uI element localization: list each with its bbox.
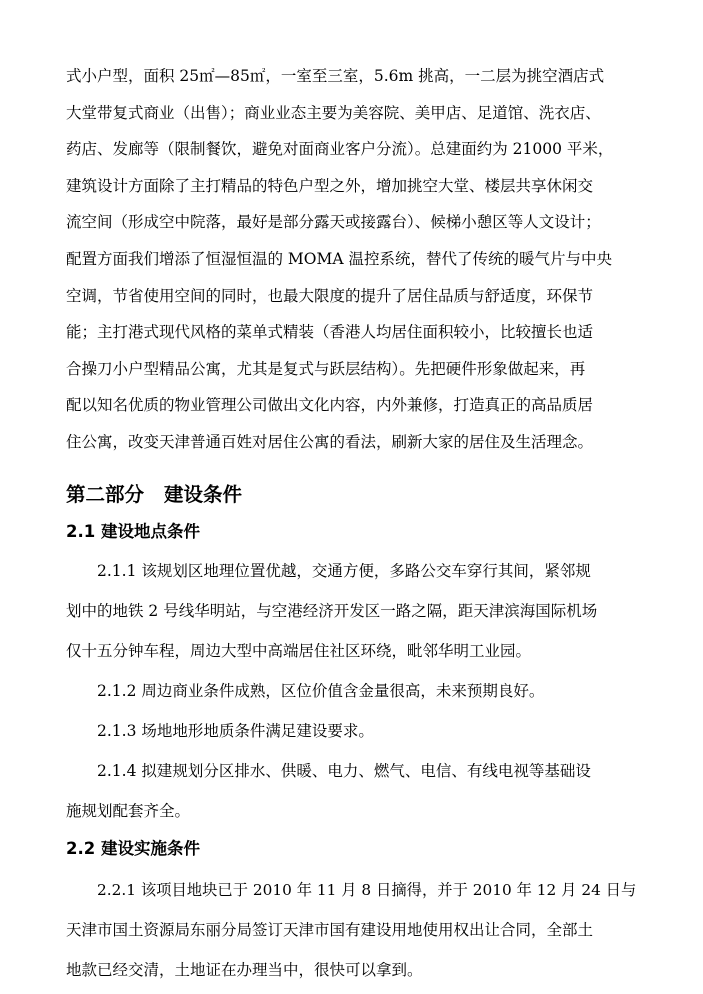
paragraph-line: 药店、发廊等（限制餐饮，避免对面商业客户分流）。总建面约为 21000 平米，: [66, 140, 614, 159]
list-item: 2.1.2 周边商业条件成熟，区位价值含金量很高，未来预期良好。: [97, 682, 545, 700]
paragraph-line: 配以知名优质的物业管理公司做出文化内容，内外兼修，打造真正的高品质居: [66, 396, 594, 415]
list-item: 2.1.3 场地地形地质条件满足建设要求。: [97, 722, 374, 740]
section-heading-2-2: 2.2 建设实施条件: [66, 839, 200, 858]
list-item-line: 2.2.1 该项目地块已于 2010 年 11 月 8 日摘得，并于 2010 年 12 月 24 日与: [97, 881, 637, 899]
paragraph-line: 空调，节省使用空间的同时，也最大限度的提升了居住品质与舒适度，环保节: [66, 286, 594, 305]
part-heading: [66, 482, 242, 508]
part-heading-title: 建设条件: [164, 483, 243, 506]
paragraph-line: 式小户型，面积 25㎡—85㎡，一室至三室，5.6m 挑高，一二层为挑空酒店式: [66, 67, 605, 85]
paragraph-line: 能；主打港式现代风格的菜单式精装（香港人均居住面积较小，比较擅长也适: [66, 323, 594, 342]
paragraph-line: 配置方面我们增添了恒湿恒温的 MOMA 温控系统，替代了传统的暖气片与中央: [66, 250, 612, 268]
paragraph-line: 住公寓，改变天津普通百姓对居住公寓的看法，刷新大家的居住及生活理念。: [66, 433, 594, 451]
list-item-line: 施规划配套齐全。: [66, 802, 191, 820]
paragraph-line: 流空间（形成空中院落，最好是部分露天或接露台）、候梯小憩区等人文设计；: [66, 213, 601, 232]
list-item-line: 天津市国土资源局东丽分局签订天津市国有建设用地使用权出让合同，全部土: [66, 921, 594, 939]
list-item-line: 地款已经交清，土地证在办理当中，很快可以拿到。: [66, 961, 423, 979]
list-item-line: 划中的地铁 2 号线华明站，与空港经济开发区一路之隔，距天津滨海国际机场: [66, 602, 598, 620]
list-item-line: 仅十五分钟车程，周边大型中高端居住社区环绕，毗邻华明工业园。: [66, 642, 532, 660]
section-heading-2-1: 2.1 建设地点条件: [66, 522, 200, 541]
paragraph-line: 合操刀小户型精品公寓，尤其是复式与跃层结构）。先把硬件形象做起来，再: [66, 359, 586, 378]
list-item-line: 2.1.4 拟建规划分区排水、供暖、电力、燃气、电信、有线电视等基础设: [97, 762, 591, 780]
paragraph-line: 建筑设计方面除了主打精品的特色户型之外，增加挑空大堂、楼层共享休闲交: [66, 176, 594, 195]
paragraph-line: 大堂带复式商业（出售）；商业业态主要为美容院、美甲店、足道馆、洗衣店、: [66, 103, 601, 122]
part-heading-number: 第二部分: [66, 483, 145, 506]
list-item-line: 2.1.1 该规划区地理位置优越，交通方便，多路公交车穿行其间，紧邻规: [97, 562, 591, 580]
